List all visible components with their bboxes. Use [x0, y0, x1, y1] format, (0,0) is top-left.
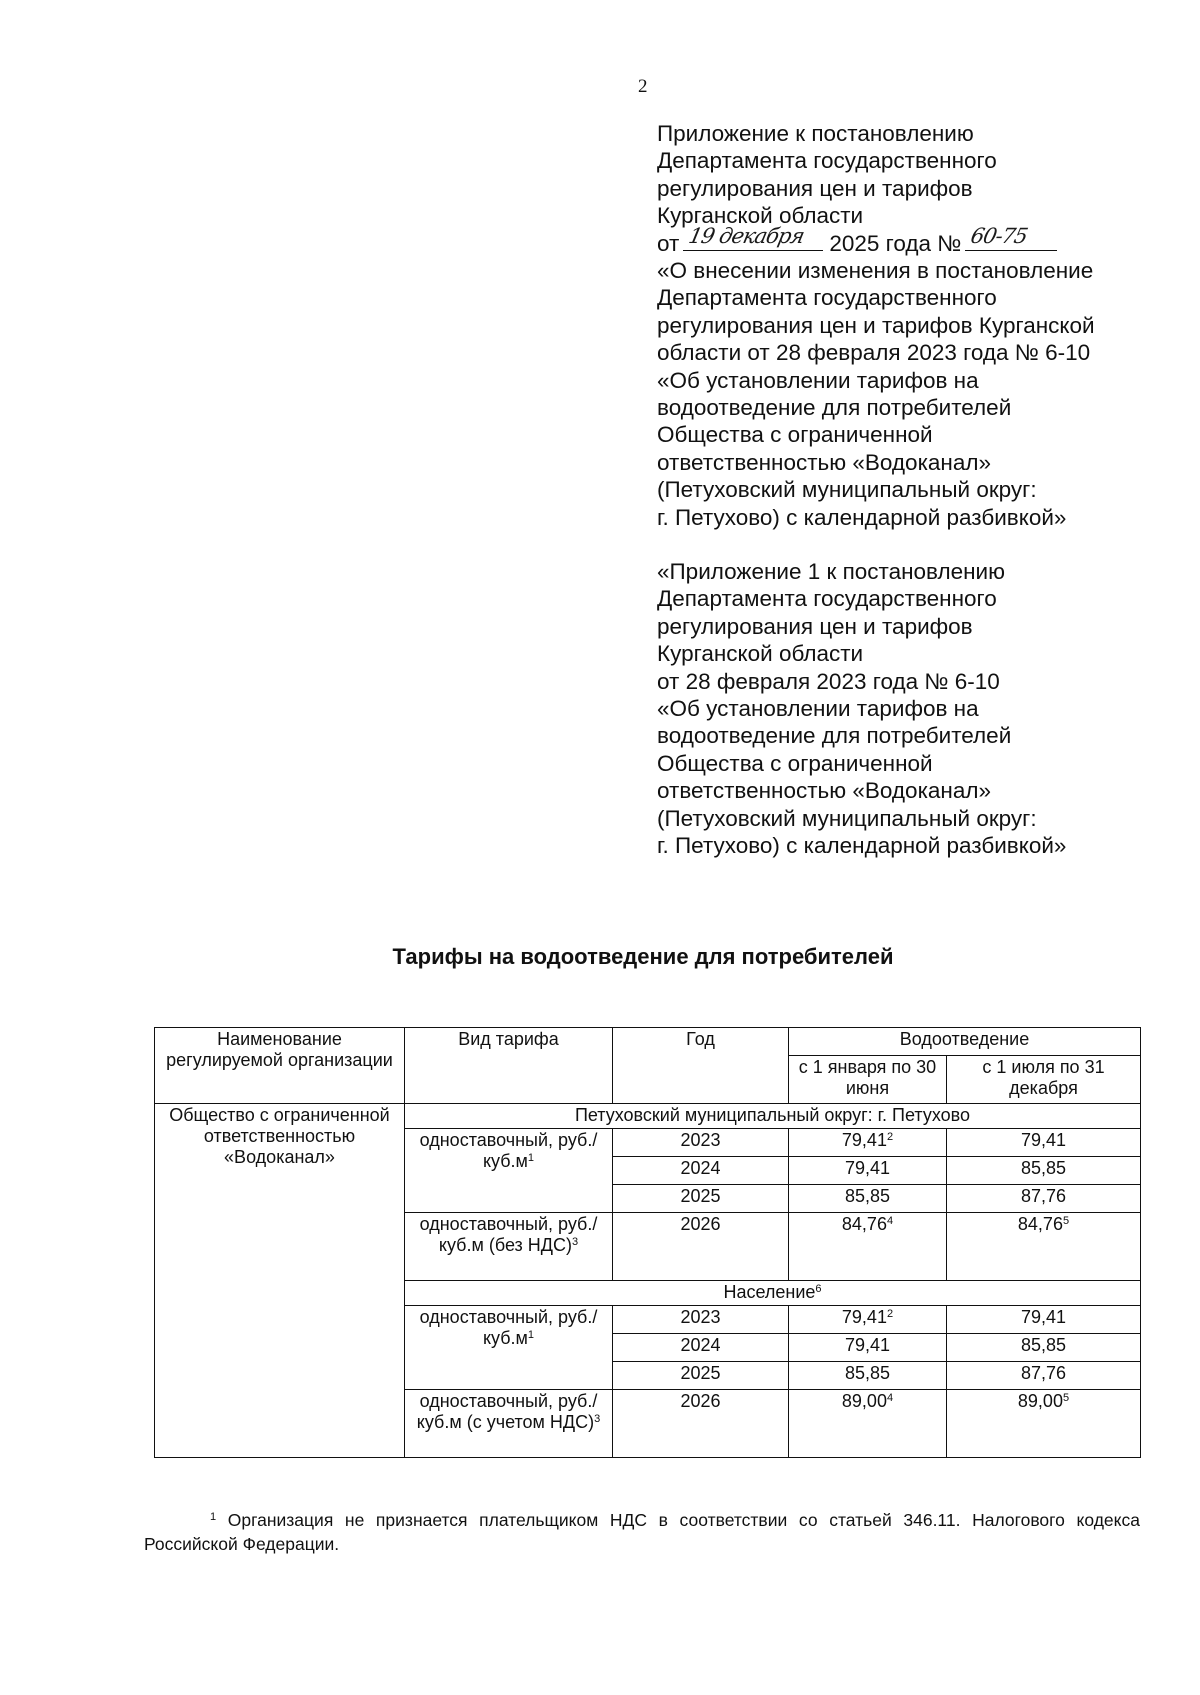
value-cell: 79,41 — [789, 1157, 947, 1185]
year-cell: 2026 — [613, 1213, 789, 1281]
section-title: Население$^6$ — [405, 1281, 1141, 1306]
appendix-line: ответственностью «Водоканал» — [657, 449, 991, 475]
value-cell: 84,76$^4$ — [789, 1213, 947, 1281]
header-tariff-type: Вид тарифа — [405, 1028, 613, 1104]
appendix-line: водоотведение для потребителей — [657, 395, 1012, 421]
date-blank — [683, 224, 823, 251]
appendix-line: Департамента государственного — [657, 148, 997, 174]
header-year: Год — [613, 1028, 789, 1104]
appendix-1-line: регулирования цен и тарифов — [657, 613, 973, 639]
number-blank — [965, 224, 1057, 251]
page-number: 2 — [638, 76, 648, 97]
appendix-line: регулирования цен и тарифов Курганской — [657, 312, 1095, 338]
date-year: 2025 года № — [829, 230, 962, 256]
appendix-line: «Об установлении тарифов на — [657, 367, 979, 393]
appendix-1-line: Общества с ограниченной — [657, 750, 933, 776]
year-cell: 2024 — [613, 1334, 789, 1362]
appendix-line: области от 28 февраля 2023 года № 6-10 — [657, 340, 1091, 366]
tariff-type-cell: одноставочный, руб./куб.м (без НДС)$^3$ — [405, 1213, 613, 1281]
tariff-type-cell: одноставочный, руб./куб.м (с учетом НДС)$^3$ — [405, 1390, 613, 1458]
appendix-line: Общества с ограниченной — [657, 422, 933, 448]
appendix-line: Приложение к постановлению — [657, 121, 974, 146]
header-org: Наименование регулируемой организации — [155, 1028, 405, 1104]
value-cell: 79,41$^2$ — [789, 1129, 947, 1157]
appendix-line: регулирования цен и тарифов — [657, 175, 973, 201]
year-cell: 2023 — [613, 1306, 789, 1334]
header-period-2: с 1 июля по 31 декабря — [947, 1056, 1141, 1104]
value-cell: 79,41 — [947, 1306, 1141, 1334]
appendix-1-line: водоотведение для потребителей — [657, 723, 1012, 749]
value-cell: 87,76 — [947, 1185, 1141, 1213]
appendix-1-line: ответственностью «Водоканал» — [657, 778, 991, 804]
year-cell: 2025 — [613, 1185, 789, 1213]
appendix-line: Курганской области — [657, 203, 864, 229]
value-cell: 89,00$^5$ — [947, 1390, 1141, 1458]
appendix-1-line: «Об установлении тарифов на — [657, 696, 979, 722]
value-cell: 85,85 — [947, 1334, 1141, 1362]
date-prefix: от — [657, 230, 680, 256]
header-group: Водоотведение — [789, 1028, 1141, 1056]
tariff-type-cell: одноставочный, $руб./куб.м^1$ — [405, 1306, 613, 1390]
year-cell: 2026 — [613, 1390, 789, 1458]
header-period-1: с 1 января по 30 июня — [789, 1056, 947, 1104]
value-cell: 85,85 — [947, 1157, 1141, 1185]
tariff-type-cell: одноставочный, $руб./куб.м^1$ — [405, 1129, 613, 1213]
value-cell: 79,41 — [947, 1129, 1141, 1157]
handwritten-date: 19 декабря — [686, 224, 807, 249]
appendix-1-line: от 28 февраля 2023 года № 6-10 — [657, 668, 1000, 694]
appendix-1-header — [657, 558, 1177, 859]
value-cell: 79,41$^2$ — [789, 1306, 947, 1334]
appendix-1-line: Департамента государственного — [657, 586, 997, 612]
value-cell: 84,76$^5$ — [947, 1213, 1141, 1281]
footnote-text: Организация не признается плательщиком НДС в соответствии со статьей 346.11. Налогового кодекса Российской Федерации. — [144, 1510, 1140, 1554]
appendix-1-line: г. Петухово) с календарной разбивкой» — [657, 833, 1067, 859]
value-cell: 79,41 — [789, 1334, 947, 1362]
footnote — [144, 1508, 1140, 1556]
value-cell: 89,00$^4$ — [789, 1390, 947, 1458]
appendix-header — [657, 120, 1177, 531]
section-title: Петуховский муниципальный округ: г. Петухово — [405, 1104, 1141, 1129]
year-cell: 2025 — [613, 1362, 789, 1390]
appendix-1-line: «Приложение 1 к постановлению — [657, 559, 1005, 584]
appendix-line: Департамента государственного — [657, 285, 997, 311]
appendix-line: г. Петухово) с календарной разбивкой» — [657, 504, 1067, 530]
decree-date-line — [657, 224, 1177, 257]
year-cell: 2024 — [613, 1157, 789, 1185]
handwritten-number: 60-75 — [969, 224, 1030, 249]
year-cell: 2023 — [613, 1129, 789, 1157]
table-title: Тарифы на водоотведение для потребителей — [392, 944, 894, 969]
tariff-table — [154, 1027, 1141, 1458]
organization-cell: Общество с ограниченной ответственностью «Водоканал» — [155, 1104, 405, 1458]
value-cell: 87,76 — [947, 1362, 1141, 1390]
value-cell: 85,85 — [789, 1185, 947, 1213]
appendix-1-line: (Петуховский муниципальный округ: — [657, 805, 1037, 831]
value-cell: 85,85 — [789, 1362, 947, 1390]
appendix-line: «О внесении изменения в постановление — [657, 258, 1094, 284]
appendix-1-line: Курганской области — [657, 641, 864, 667]
appendix-line: (Петуховский муниципальный округ: — [657, 477, 1037, 503]
footnote-mark: 1 — [210, 1511, 217, 1523]
